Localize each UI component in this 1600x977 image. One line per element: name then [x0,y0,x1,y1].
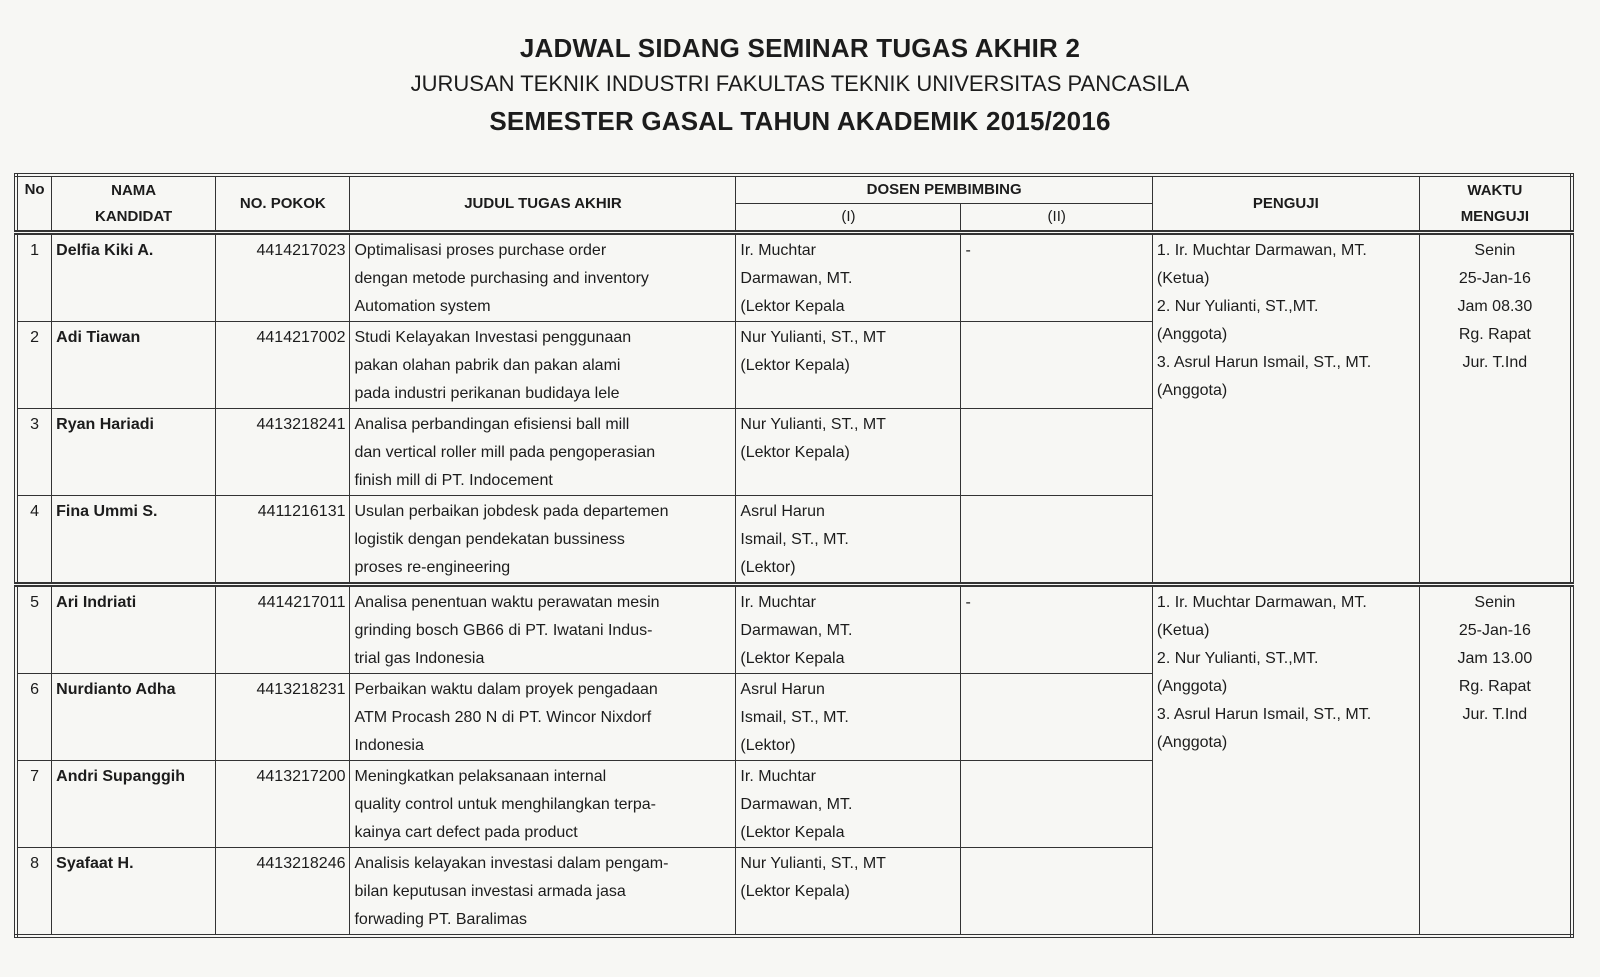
row-number: 1 [16,233,52,322]
table-body [16,233,1572,937]
student-number: 4413218241 [216,409,350,496]
student-number: 4414217023 [216,233,350,322]
thesis-title [350,233,736,322]
exam-time-line: Senin [1474,594,1516,611]
advisor-1 [736,674,961,761]
table-header [16,175,1572,233]
advisor-1-line: Ismail, ST., MT. [740,531,849,548]
row-number: 5 [16,585,52,674]
thesis-title-line: Automation system [354,298,491,315]
candidate-name: Ari Indriati [52,585,216,674]
candidate-name: Nurdianto Adha [52,674,216,761]
advisor-2 [961,848,1152,937]
student-number: 4414217002 [216,322,350,409]
candidate-name: Delfia Kiki A. [52,233,216,322]
exam-time-line: 25-Jan-16 [1458,270,1531,287]
thesis-title-line: proses re-engineering [354,559,511,576]
exam-time-line: 25-Jan-16 [1458,622,1531,639]
candidate-name: Syafaat H. [52,848,216,937]
advisor-2 [961,674,1152,761]
advisor-2 [961,496,1152,585]
thesis-title-line: bilan keputusan investasi armada jasa [354,883,626,900]
advisor-1 [736,409,961,496]
student-number: 4413218246 [216,848,350,937]
exam-time [1419,585,1572,937]
examiners [1152,585,1419,937]
thesis-title-line: quality control untuk menghilangkan terpa- [354,796,656,813]
row-number: 3 [16,409,52,496]
advisor-2 [961,322,1152,409]
advisor-1-line: Darmawan, MT. [740,270,853,287]
advisor-1-line: (Lektor Kepala [740,650,845,667]
thesis-title-line: Perbaikan waktu dalam proyek pengadaan [354,681,658,698]
thesis-title-line: Studi Kelayakan Investasi penggunaan [354,329,632,346]
examiner-line: 3. Asrul Harun Ismail, ST., MT. [1156,706,1372,723]
examiner-line: (Anggota) [1156,382,1228,399]
schedule-table [14,173,1574,938]
examiner-line: (Ketua) [1156,622,1210,639]
document-subtitle: JURUSAN TEKNIK INDUSTRI FAKULTAS TEKNIK UNIVERSITAS PANCASILA [410,71,1190,96]
table-row [16,233,1572,322]
col-no-header: No [16,175,52,233]
thesis-title-line: pakan olahan pabrik dan pakan alami [354,357,621,374]
advisor-1-line: Asrul Harun [740,681,825,698]
col-waktu-header: WAKTU MENGUJI [1419,175,1572,233]
thesis-title-line: Analisis kelayakan investasi dalam pengam- [354,855,669,872]
thesis-title-line: Analisa perbandingan efisiensi ball mill [354,416,630,433]
examiners [1152,233,1419,585]
advisor-1 [736,585,961,674]
col-dosen-ii-header: (II) [961,204,1152,233]
examiner-line: 1. Ir. Muchtar Darmawan, MT. [1156,242,1367,259]
examiner-line: (Anggota) [1156,734,1228,751]
col-dosen-header: DOSEN PEMBIMBING [736,175,1153,204]
advisor-1 [736,848,961,937]
col-nama-header: NAMA KANDIDAT [52,175,216,233]
advisor-2: - [961,233,1152,322]
advisor-1-line: (Lektor Kepala [740,298,845,315]
student-number: 4414217011 [216,585,350,674]
advisor-1-line: Ir. Muchtar [740,242,816,259]
thesis-title-line: Optimalisasi proses purchase order [354,242,607,259]
thesis-title [350,322,736,409]
col-pokok-header: NO. POKOK [216,175,350,233]
thesis-title [350,585,736,674]
examiner-line: 2. Nur Yulianti, ST.,MT. [1156,650,1319,667]
advisor-1-line: Darmawan, MT. [740,796,853,813]
col-dosen-i-header: (I) [736,204,961,233]
table-row [16,585,1572,674]
exam-time-line: Jur. T.Ind [1462,354,1528,371]
thesis-title-line: logistik dengan pendekatan bussiness [354,531,625,548]
advisor-2: - [961,585,1152,674]
advisor-1-line: (Lektor Kepala) [740,883,850,900]
exam-time-line: Jam 08.30 [1457,298,1533,315]
document-header [0,30,1600,140]
student-number: 4413217200 [216,761,350,848]
examiner-line: (Ketua) [1156,270,1210,287]
examiner-line: (Anggota) [1156,326,1228,343]
advisor-1 [736,761,961,848]
exam-time-line: Senin [1474,242,1516,259]
advisor-1-line: Ismail, ST., MT. [740,709,849,726]
document-semester: SEMESTER GASAL TAHUN AKADEMIK 2015/2016 [489,106,1111,136]
candidate-name: Andri Supanggih [52,761,216,848]
thesis-title-line: kainya cart defect pada product [354,824,578,841]
exam-time-line: Rg. Rapat [1458,326,1531,343]
row-number: 7 [16,761,52,848]
advisor-1-line: Nur Yulianti, ST., MT [740,329,886,346]
exam-time-line: Rg. Rapat [1458,678,1531,695]
candidate-name: Adi Tiawan [52,322,216,409]
advisor-2 [961,761,1152,848]
thesis-title-line: dan vertical roller mill pada pengoperasian [354,444,656,461]
col-penguji-header: PENGUJI [1152,175,1419,233]
advisor-1 [736,496,961,585]
advisor-1-line: Nur Yulianti, ST., MT [740,416,886,433]
document-title: JADWAL SIDANG SEMINAR TUGAS AKHIR 2 [519,33,1081,63]
thesis-title-line: forwading PT. Baralimas [354,911,527,928]
thesis-title [350,761,736,848]
row-number: 8 [16,848,52,937]
thesis-title-line: Usulan perbaikan jobdesk pada departemen [354,503,669,520]
candidate-name: Ryan Hariadi [52,409,216,496]
row-number: 6 [16,674,52,761]
thesis-title-line: pada industri perikanan budidaya lele [354,385,620,402]
examiner-line: 3. Asrul Harun Ismail, ST., MT. [1156,354,1372,371]
advisor-1-line: (Lektor Kepala) [740,357,850,374]
exam-time [1419,233,1572,585]
examiner-line: (Anggota) [1156,678,1228,695]
thesis-title-line: dengan metode purchasing and inventory [354,270,649,287]
exam-time-line: Jam 13.00 [1457,650,1533,667]
thesis-title-line: Indonesia [354,737,424,754]
advisor-1-line: (Lektor Kepala [740,824,845,841]
advisor-1-line: Ir. Muchtar [740,768,816,785]
thesis-title [350,409,736,496]
examiner-line: 1. Ir. Muchtar Darmawan, MT. [1156,594,1367,611]
advisor-1-line: Ir. Muchtar [740,594,816,611]
advisor-1 [736,233,961,322]
thesis-title-line: grinding bosch GB66 di PT. Iwatani Indus- [354,622,653,639]
student-number: 4413218231 [216,674,350,761]
thesis-title-line: Analisa penentuan waktu perawatan mesin [354,594,660,611]
advisor-1-line: (Lektor Kepala) [740,444,850,461]
advisor-2 [961,409,1152,496]
advisor-1-line: Asrul Harun [740,503,825,520]
thesis-title [350,848,736,937]
candidate-name: Fina Ummi S. [52,496,216,585]
advisor-1-line: Nur Yulianti, ST., MT [740,855,886,872]
thesis-title [350,674,736,761]
row-number: 4 [16,496,52,585]
row-number: 2 [16,322,52,409]
thesis-title-line: Meningkatkan pelaksanaan internal [354,768,607,785]
examiner-line: 2. Nur Yulianti, ST.,MT. [1156,298,1319,315]
thesis-title [350,496,736,585]
advisor-1 [736,322,961,409]
advisor-1-line: (Lektor) [740,737,796,754]
advisor-1-line: (Lektor) [740,559,796,576]
col-judul-header: JUDUL TUGAS AKHIR [350,175,736,233]
student-number: 4411216131 [216,496,350,585]
thesis-title-line: finish mill di PT. Indocement [354,472,553,489]
thesis-title-line: trial gas Indonesia [354,650,485,667]
thesis-title-line: ATM Procash 280 N di PT. Wincor Nixdorf [354,709,652,726]
exam-time-line: Jur. T.Ind [1462,706,1528,723]
advisor-1-line: Darmawan, MT. [740,622,853,639]
